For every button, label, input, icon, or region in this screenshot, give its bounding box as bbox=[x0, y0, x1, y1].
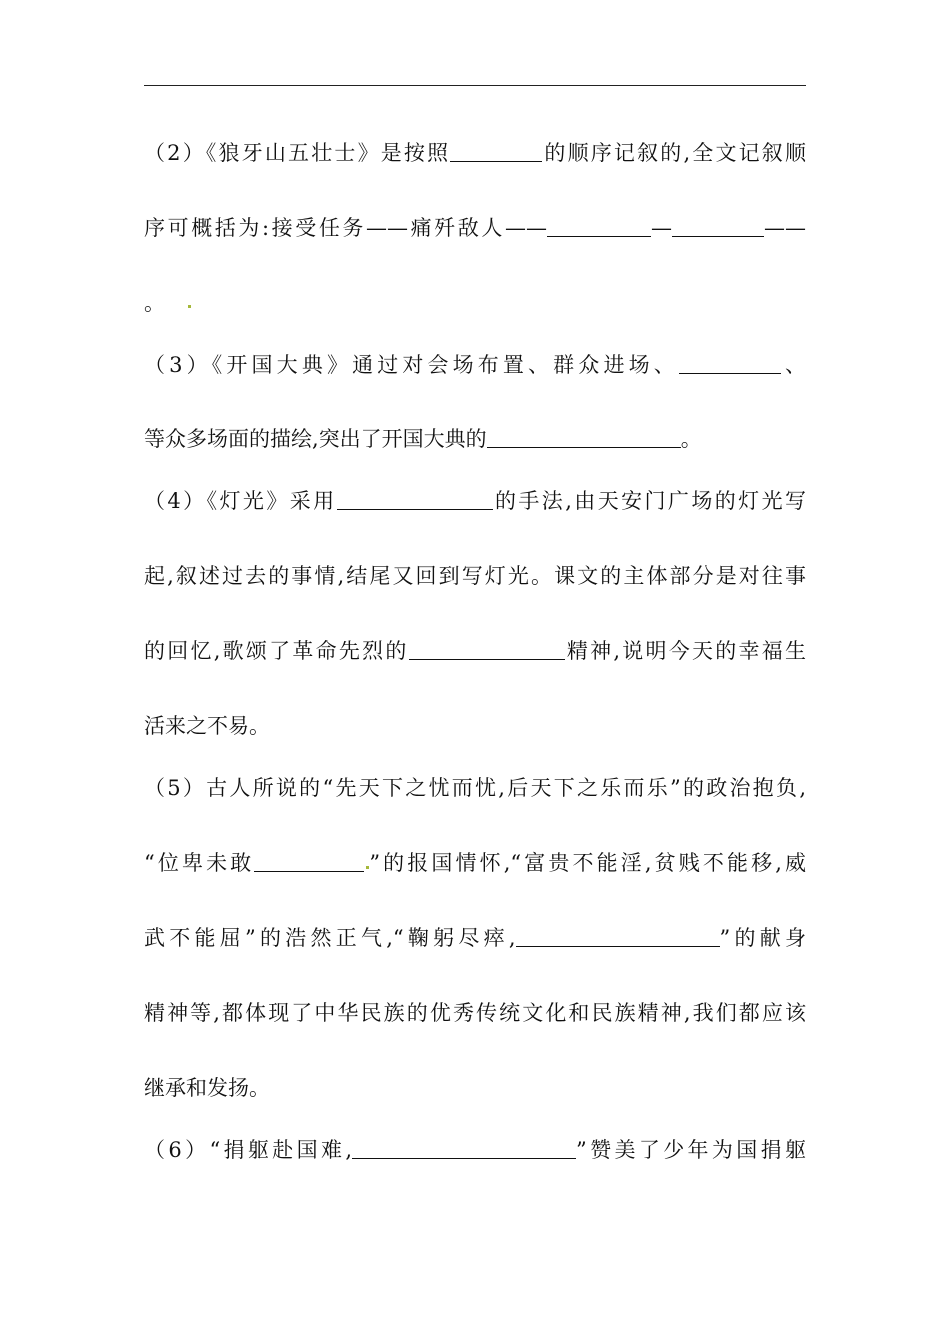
q4-line-2: 起,叙述过去的事情,结尾又回到写灯光。课文的主体部分是对往事 bbox=[144, 564, 806, 588]
answer-blank[interactable] bbox=[352, 1137, 576, 1159]
answer-blank[interactable] bbox=[679, 352, 781, 374]
q3-line-2: 等众多场面的描绘,突出了开国大典的 。 bbox=[144, 427, 702, 451]
q5-line-3: 武不能屈”的浩然正气,“鞠躬尽瘁, ”的献身 bbox=[144, 926, 806, 950]
q5-line-4: 精神等,都体现了中华民族的优秀传统文化和民族精神,我们都应该 bbox=[144, 1001, 806, 1025]
answer-blank[interactable] bbox=[487, 426, 681, 448]
q5-line-2: “位卑未敢 ”的报国情怀,“富贵不能淫,贫贱不能移,威 bbox=[144, 851, 806, 875]
q2-line-1: （2）《狼牙山五壮士》是按照 的顺序记叙的,全文记叙顺 bbox=[144, 141, 806, 165]
q2-line-2: 序可概括为:接受任务——痛歼敌人—— — —— bbox=[144, 216, 806, 240]
stray-mark bbox=[188, 305, 191, 308]
answer-blank[interactable] bbox=[254, 850, 364, 872]
q5-line-5: 继承和发扬。 bbox=[144, 1076, 270, 1100]
answer-blank[interactable] bbox=[450, 140, 542, 162]
answer-blank[interactable] bbox=[547, 215, 651, 237]
q3-line-1: （3）《开国大典》通过对会场布置、群众进场、 、 bbox=[144, 353, 807, 377]
q4-line-1: （4）《灯光》采用 的手法,由天安门广场的灯光写 bbox=[144, 489, 806, 513]
answer-blank[interactable] bbox=[672, 215, 764, 237]
q4-line-4: 活来之不易。 bbox=[144, 714, 270, 738]
q6-line-1: （6）“捐躯赴国难, ”赞美了少年为国捐躯 bbox=[144, 1138, 806, 1162]
answer-blank[interactable] bbox=[337, 488, 493, 510]
answer-blank[interactable] bbox=[516, 925, 720, 947]
header-rule bbox=[144, 85, 806, 86]
answer-blank[interactable] bbox=[409, 638, 565, 660]
q5-line-1: （5）古人所说的“先天下之忧而忧,后天下之乐而乐”的政治抱负, bbox=[144, 776, 806, 800]
q4-line-3: 的回忆,歌颂了革命先烈的 精神,说明今天的幸福生 bbox=[144, 639, 806, 663]
q2-line-3: 。 bbox=[144, 291, 165, 315]
